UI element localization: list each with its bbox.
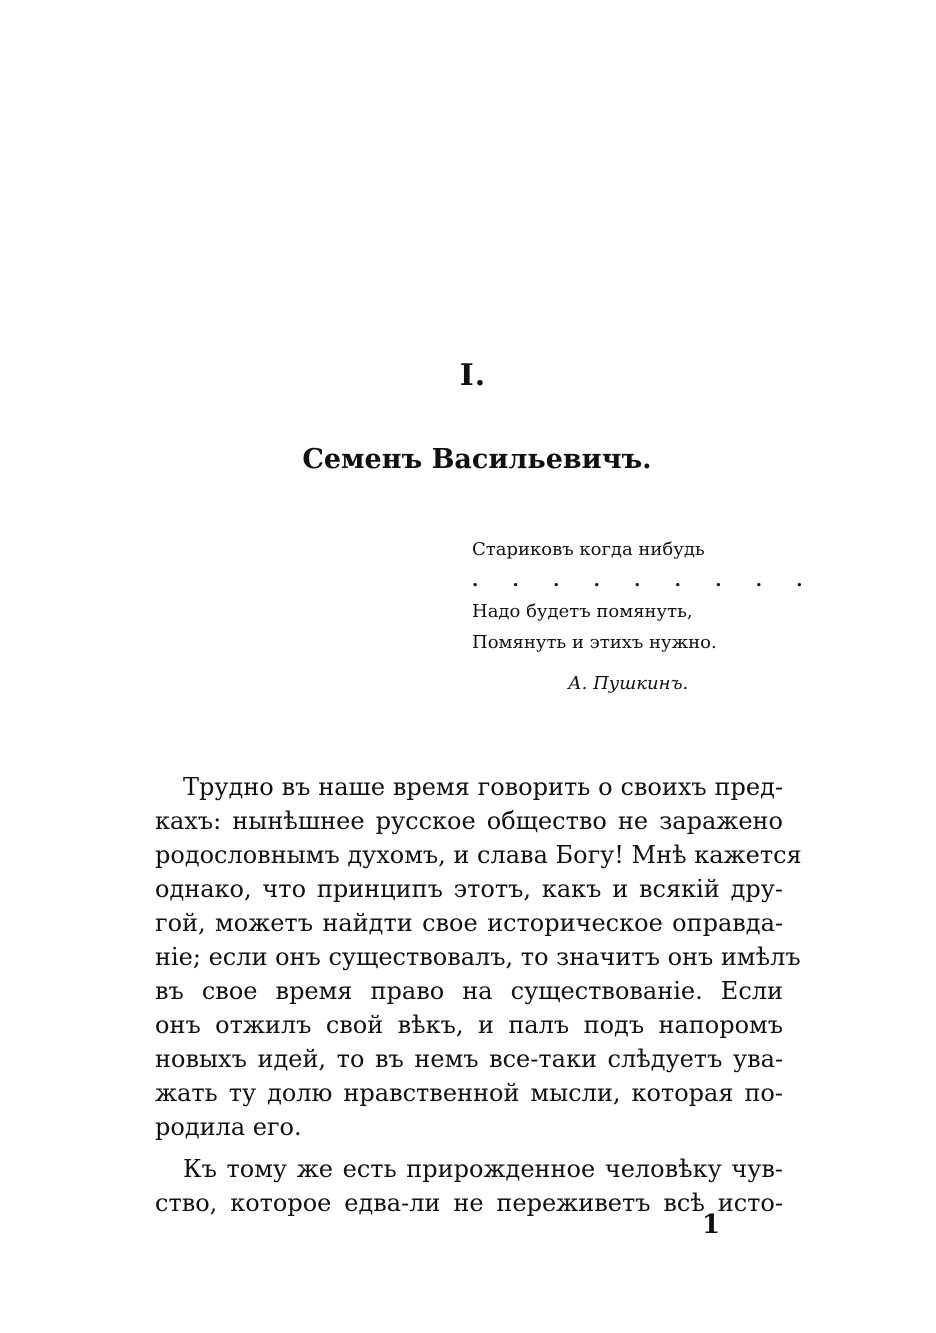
text-line: въ свое время право на существованіе. Если (155, 977, 783, 1005)
body-text (155, 770, 802, 1220)
text-line: ство, которое едва-ли не переживетъ всѣ исто- (155, 1189, 783, 1217)
text-line: родословнымъ духомъ, и слава Богу! Мнѣ кажется (155, 841, 802, 869)
epigraph-ellipsis-line: . . . . . . . . . (472, 570, 817, 591)
text-line: жать ту долю нравственной мысли, которая по- (155, 1079, 783, 1107)
text-line: родила его. (155, 1113, 302, 1141)
page-number: 1 (702, 1210, 721, 1240)
epigraph (472, 534, 817, 699)
epigraph-line: Надо будетъ помянуть, (472, 601, 693, 622)
epigraph-line: Стариковъ когда нибудь (472, 539, 705, 560)
text-line: Трудно въ наше время говорить о своихъ пред- (183, 773, 783, 801)
epigraph-line: Помянуть и этихъ нужно. (472, 632, 717, 653)
text-line: кахъ: нынѣшнее русское общество не заражено (155, 807, 783, 835)
text-line: Къ тому же есть прирожденное человѣку чув- (183, 1155, 783, 1183)
chapter-number: I. (459, 358, 487, 393)
paragraph (155, 1152, 783, 1220)
paragraph (155, 770, 802, 1144)
text-line: новыхъ идей, то въ немъ все-таки слѣдуетъ ува- (155, 1045, 783, 1073)
text-line: гой, можетъ найдти свое историческое оправда- (155, 909, 783, 937)
chapter-title: Семенъ Васильевичъ. (302, 444, 652, 475)
epigraph-author: А. Пушкинъ. (568, 673, 689, 694)
text-line: однако, что принципъ этотъ, какъ и всякій дру- (155, 875, 783, 903)
text-line: ніе; если онъ существовалъ, то значитъ онъ имѣлъ (155, 943, 801, 971)
text-line: онъ отжилъ свой вѣкъ, и палъ подъ напоромъ (155, 1011, 783, 1039)
